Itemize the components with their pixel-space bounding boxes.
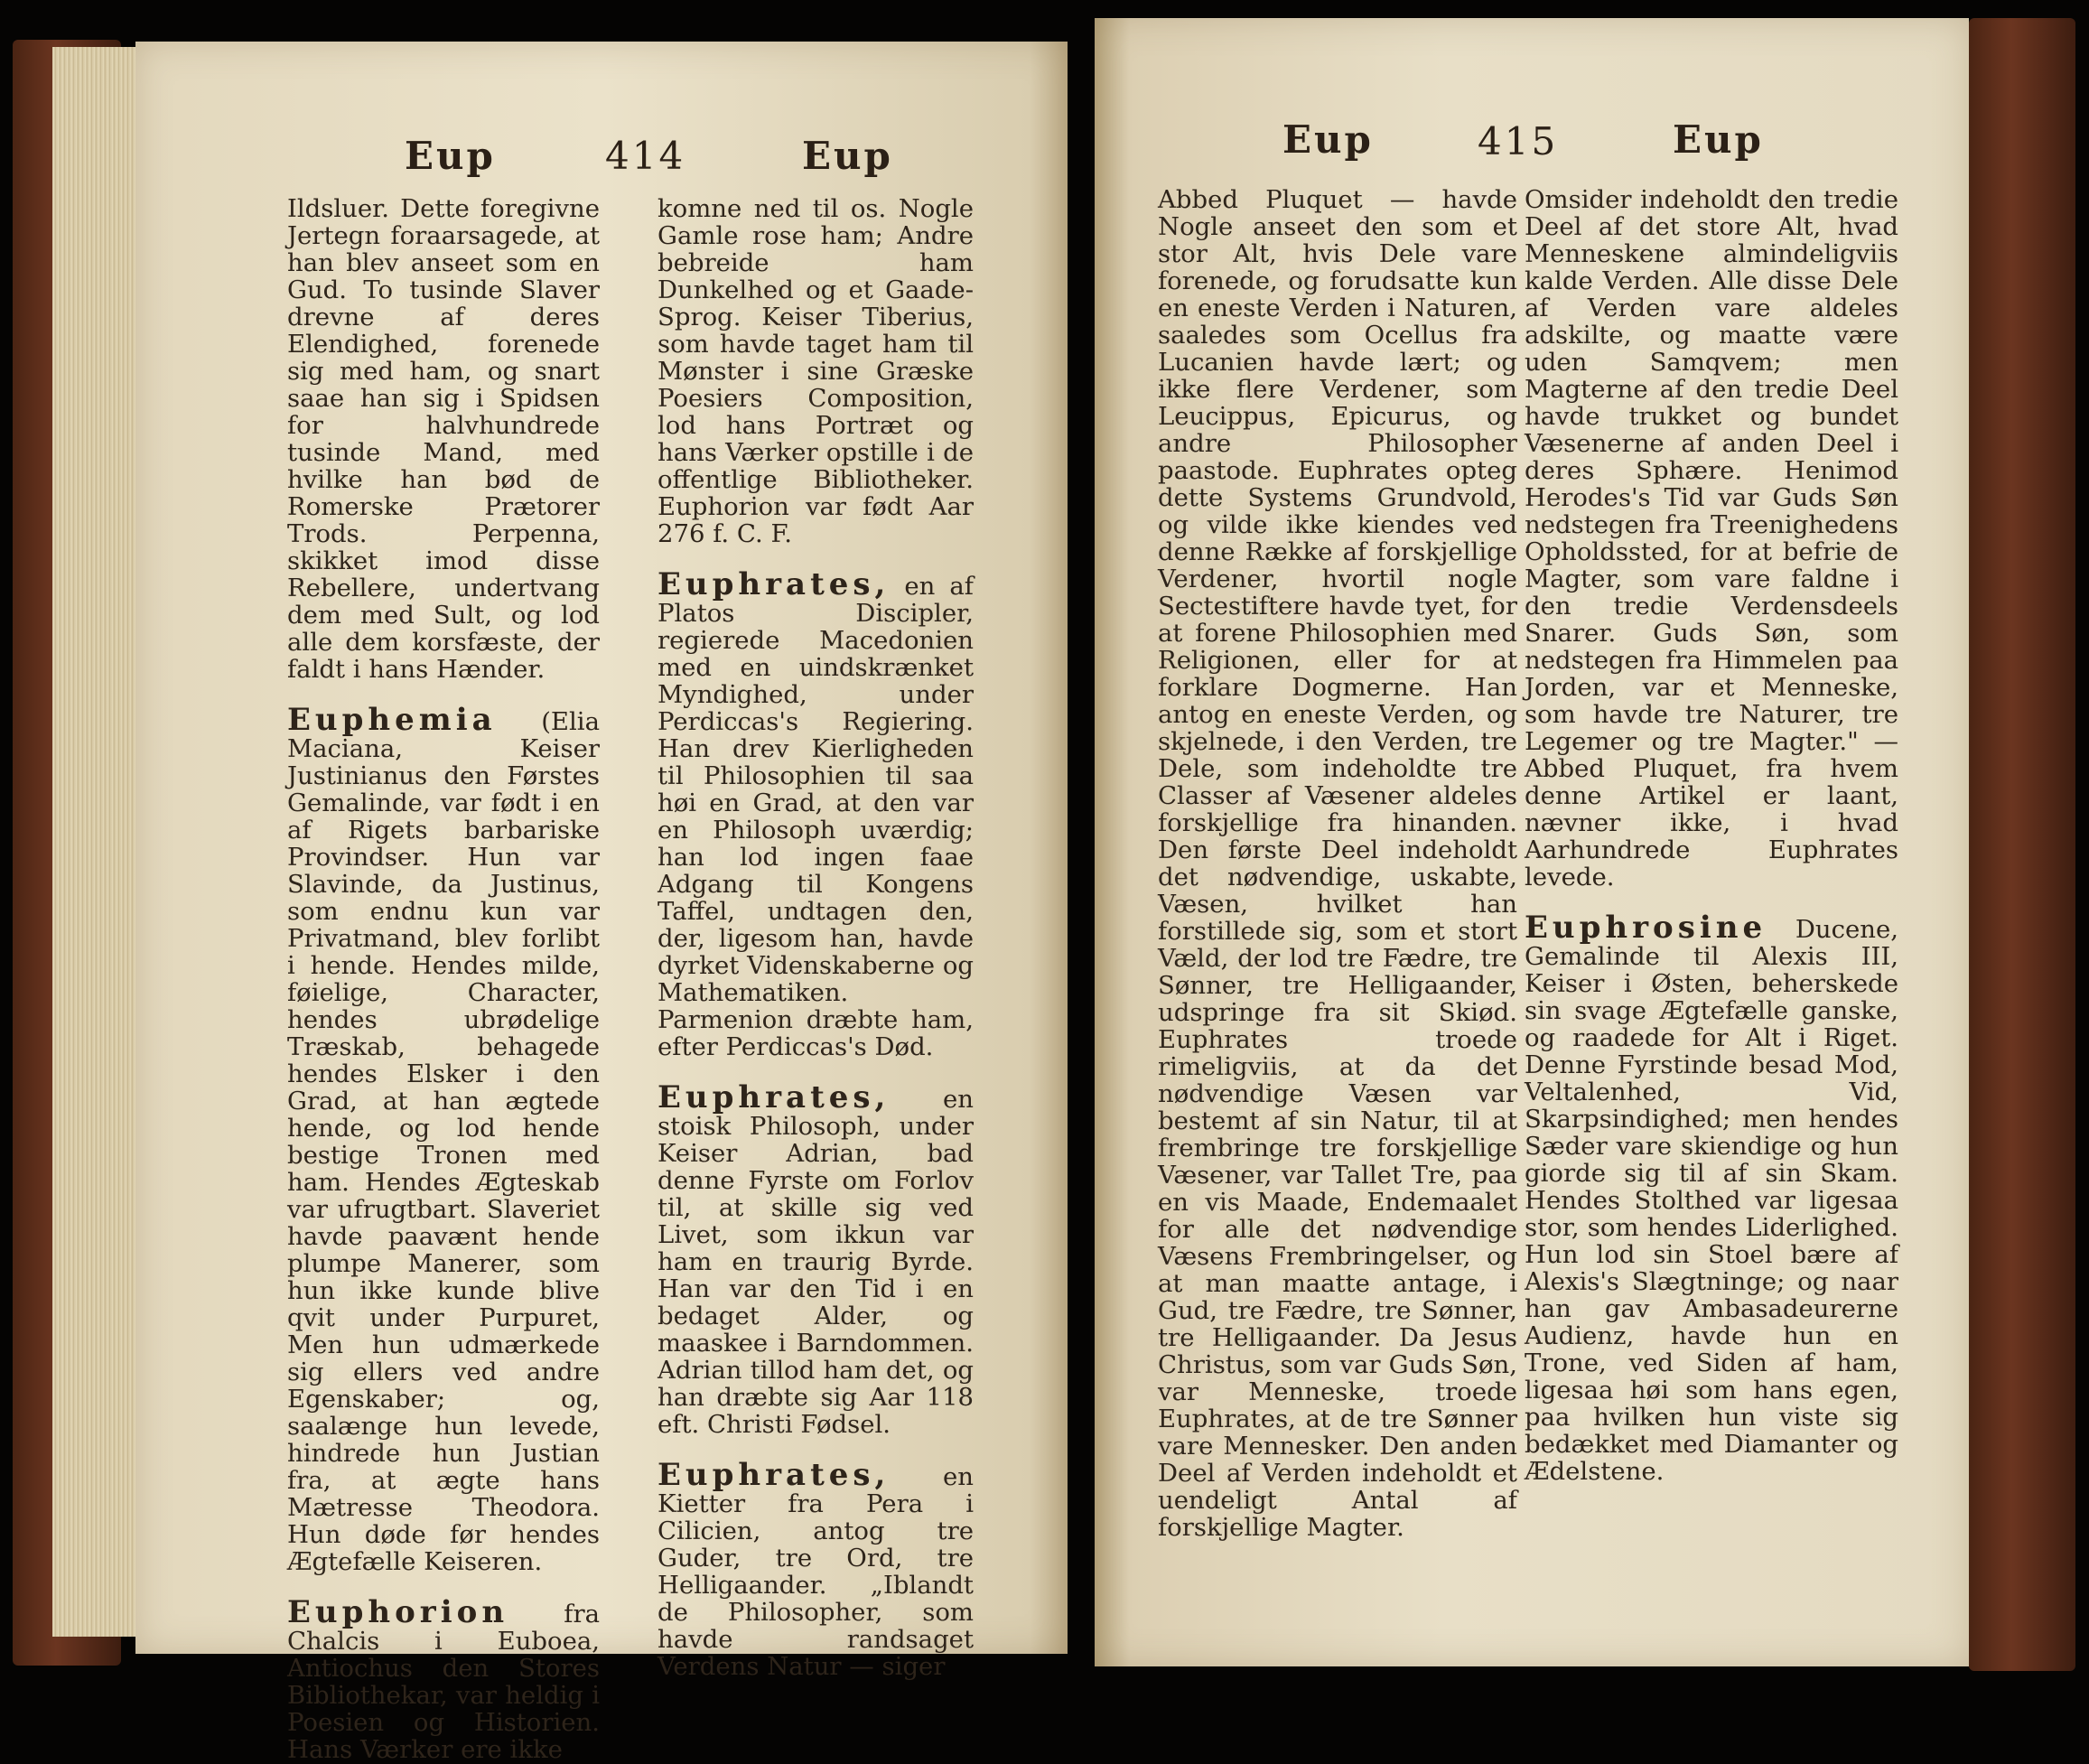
entry-lemma: Euphorion: [287, 1594, 509, 1630]
entry-lemma: Euphrates,: [657, 1457, 891, 1493]
right-page-column-2: [1525, 186, 1898, 1485]
entry-text: Ildsluer. Dette foregivne Jertegn foraarsagede, at han blev anseet som en Gud. To tusinde Slaver drevne af deres Elendighed, forenede sig med ham, og snart saae han sig i Spidsen for halvhundrede tusinde Mand, med hvilke han bød de Romerske Prætorer Trods. Perpenna, skikket imod disse Rebellere, undertvang dem med Sult, og lod alle dem korsfæste, der faldt i hans Hænder.: [287, 194, 600, 684]
entry-text: en af Platos Discipler, regierede Macedonien med en uindskrænket Myndighed, under Perdiccas's Regiering. Han drev Kierligheden til Philosophien til saa høi en Grad, at den var en Philosoph uværdig; han lod ingen faae Adgang til Kongens Taffel, undtagen den, der, ligesom han, havde dyrket Videnskaberne og Mathematiken. Parmenion dræbte ham, efter Perdiccas's Død.: [657, 572, 974, 1061]
entry-euphrates-2: [657, 1079, 974, 1439]
spread-gutter: [1068, 0, 1094, 1692]
entry-text: en Kietter fra Pera i Cilicien, antog tre Guder, tre Ord, tre Helligaander. „Iblandt de Philosopher, som havde randsaget Verdens Natur — siger: [657, 1462, 974, 1681]
entry-text: en stoisk Philosoph, under Keiser Adrian, bad denne Fyrste om Forlov til, at skille sig ved Livet, som ikkun var ham en traurig Byrde. Han var den Tid i en bedaget Alder, og maaskee i Barndommen. Adrian tillod ham det, og han dræbte sig Aar 118 eft. Christi Fødsel.: [657, 1085, 974, 1439]
running-header-right: Eup: [1673, 117, 1764, 162]
left-page: [135, 42, 1068, 1764]
left-page-column-2: [657, 195, 974, 1680]
running-header-left: Eup: [405, 134, 496, 178]
page-number: 415: [1478, 119, 1559, 163]
left-page-column-1: [287, 195, 600, 1763]
entry-euphemia: [287, 702, 600, 1576]
right-page: [1095, 18, 1969, 1666]
entry-euphrates-3: [657, 1457, 974, 1681]
entry-lemma: Euphrosine: [1525, 910, 1767, 946]
right-page-column-1: [1158, 186, 1517, 1541]
entry-text: Omsider indeholdt den tredie Deel af det store Alt, hvad Menneskene almindeligviis kalde Verden. Alle disse Dele af Verden vare aldeles adskilte, og maatte være uden Samqvem; men Magterne af den tredie Deel havde trukket og bundet Væsenerne af anden Deel i deres Sphære. Henimod Herodes's Tid var Guds Søn nedstegen fra Treenighedens Opholdssted, for at befrie de Magter, som vare faldne i den tredie Verdensdeels Snarer. Guds Søn, som nedstegen fra Himmelen paa Jorden, var et Menneske, som havde tre Naturer, tre Legemer og tre Magter." — Abbed Pluquet, fra hvem denne Artikel er laant, nævner ikke, i hvad Aarhundrede Euphrates levede.: [1525, 185, 1898, 891]
entry-text: fra Chalcis i Euboea, Antiochus den Stores Bibliothekar, var heldig i Poesien og Historien. Hans Værker ere ikke: [287, 1600, 600, 1764]
entry-text: Ducene, Gemalinde til Alexis III, Keiser i Østen, beherskede sin svage Ægtefælle ganske, og raadede for Alt i Riget. Denne Fyrstinde besad Mod, Veltalenhed, Vid, Skarpsindighed; men hendes Sæder vare skiendige og hun giorde sig til af sin Skam. Hendes Stolthed var ligesaa stor, som hendes Liderlighed. Hun lod sin Stoel bære af Alexis's Slægtninge; og naar han gav Ambasadeurerne Audienz, havde hun en Trone, ved Siden af ham, ligesaa høi som hans egen, paa hvilken hun viste sig bedækket med Diamanter og Ædelstene.: [1525, 915, 1898, 1486]
entry-lemma: Euphemia: [287, 702, 497, 738]
running-header-left: Eup: [1282, 117, 1374, 162]
entry-text: komne ned til os. Nogle Gamle rose ham; Andre bebreide ham Dunkelhed og et Gaade-Sprog. Keiser Tiberius, som havde taget ham til Mønster i sine Græske Poesiers Composition, lod hans Portræt og hans Værker opstille i de offentlige Bibliotheker. Euphorion var født Aar 276 f. C. F.: [657, 194, 974, 548]
entry-lemma: Euphrates,: [657, 566, 891, 602]
entry-text: Abbed Pluquet — havde Nogle anseet den som et stor Alt, hvis Dele vare forenede, og forudsatte kun en eneste Verden i Naturen, saaledes som Ocellus fra Lucanien havde lært; og ikke flere Verdener, som Leucippus, Epicurus, og andre Philosopher paastode. Euphrates opteg dette Systems Grundvold, og vilde ikke kiendes ved denne Række af forskjellige Verdener, hvortil nogle Sectestiftere havde tyet, for at forene Philosophien med Religionen, eller for at forklare Dogmerne. Han antog en eneste Verden, og skjelnede, i den Verden, tre Dele, som indeholdte tre Classer af Væsener aldeles forskjellige fra hinanden. Den første Deel indeholdt det nødvendige, uskabte, Væsen, hvilket han forstillede sig, som et stort Væld, der lod tre Fædre, tre Sønner, tre Helligaander, udspringe fra sit Skiød. Euphrates troede rimeligviis, at da det nødvendige Væsen var bestemt af sin Natur, til at frembringe tre forskjellige Væsener, var Tallet Tre, paa en vis Maade, Endemaalet for alle det nødvendige Væsens Frembringelser, og at man maatte antage, i Gud, tre Fædre, tre Sønner, tre Helligaander. Da Jesus Christus, som var Guds Søn, var Menneske, troede Euphrates, at de tre Sønner vare Mennesker. Den anden Deel af Verden indeholdt et uendeligt Antal af forskjellige Magter.: [1158, 185, 1517, 1542]
page-edges: [52, 47, 138, 1637]
running-header-right: Eup: [802, 134, 893, 178]
page-number: 414: [605, 134, 686, 178]
entry-lemma: Euphrates,: [657, 1079, 891, 1115]
entry-euphorion: [287, 1594, 600, 1764]
entry-text: (Elia Maciana, Keiser Justinianus den Førstes Gemalinde, var født i en af Rigets barbariske Provindser. Hun var Slavinde, da Justinus, som endnu kun var Privatmand, blev forlibt i hende. Hendes milde, føielige, Character, hendes ubrødelige Træskab, behagede hendes Elsker i den Grad, at han ægtede hende, og lod hende bestige Tronen med ham. Hendes Ægteskab var ufrugtbart. Slaveriet havde paavænt hende plumpe Manerer, som hun ikke kunde blive qvit under Purpuret, Men hun udmærkede sig ellers ved andre Egenskaber; og, saalænge hun levede, hindrede hun Justian fra, at ægte hans Mætresse Theodora. Hun døde før hendes Ægtefælle Keiseren.: [287, 707, 600, 1576]
entry-euphrates-1: [657, 566, 974, 1061]
entry-euphrosine: [1525, 910, 1898, 1486]
book-cover-right: [1969, 18, 2075, 1671]
